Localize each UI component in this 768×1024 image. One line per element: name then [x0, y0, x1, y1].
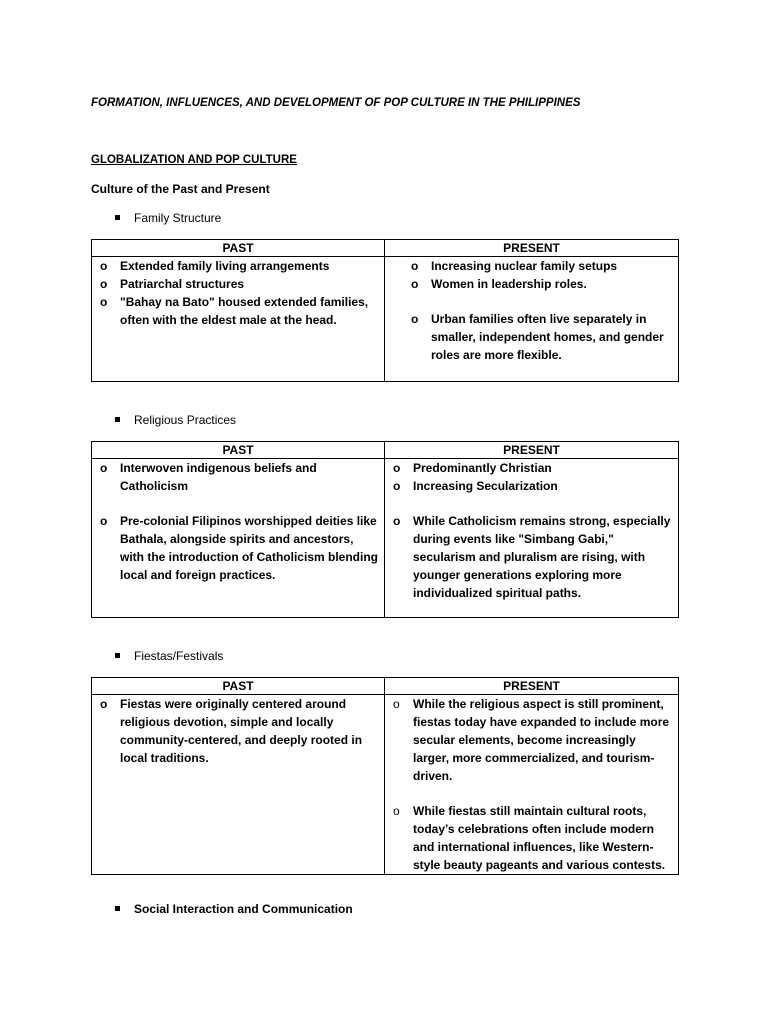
bullet-o-icon: o [411, 277, 419, 291]
past-cell [92, 695, 385, 875]
square-bullet-icon [115, 215, 120, 220]
topic-label: Religious Practices [134, 413, 237, 427]
present-cell [385, 459, 679, 618]
table-row [92, 257, 679, 382]
bullet-o-icon: o [100, 514, 108, 528]
document-title: FORMATION, INFLUENCES, AND DEVELOPMENT OF POP CULTURE IN THE PHILIPPINES [91, 97, 581, 109]
comparison-table-family-structure [91, 239, 679, 382]
topic-fiestas-festivals [115, 647, 223, 665]
bullet-o-icon: o [100, 461, 108, 475]
bullet-o-icon: o [100, 259, 108, 273]
list-item: o Interwoven indigenous beliefs and Catholicism [100, 461, 317, 493]
square-bullet-icon [115, 906, 120, 911]
bullet-o-icon: o [100, 697, 108, 711]
list-item: o "Bahay na Bato" housed extended families, often with the eldest male at the head. [100, 295, 369, 327]
header-present: PRESENT [385, 678, 679, 695]
bullet-o-icon: o [393, 697, 400, 711]
comparison-table-religious-practices [91, 441, 679, 618]
bullet-o-icon: o [393, 514, 401, 528]
list-item: o Extended family living arrangements [100, 259, 330, 273]
table-row [92, 695, 679, 875]
topic-label: Family Structure [134, 211, 222, 225]
bullet-o-icon: o [411, 259, 419, 273]
table-header-row [92, 240, 679, 257]
header-past: PAST [92, 442, 385, 459]
list-item: o Women in leadership roles. [411, 277, 587, 291]
comparison-table-fiestas-festivals [91, 677, 679, 875]
bullet-o-icon: o [100, 295, 108, 309]
past-cell [92, 459, 385, 618]
table-row [92, 459, 679, 618]
section-heading: GLOBALIZATION AND POP CULTURE [91, 154, 297, 166]
present-cell [385, 257, 679, 382]
bullet-o-icon: o [100, 277, 108, 291]
bullet-o-icon: o [411, 312, 419, 326]
topic-label: Social Interaction and Communication [134, 902, 353, 916]
topic-family-structure [115, 209, 221, 227]
square-bullet-icon [115, 653, 120, 658]
list-item: o Urban families often live separately in smaller, independent homes, and gender roles are more flexible. [411, 312, 664, 362]
topic-label: Fiestas/Festivals [134, 649, 224, 663]
present-cell [385, 695, 679, 875]
header-present: PRESENT [385, 240, 679, 257]
past-cell [92, 257, 385, 382]
subheading: Culture of the Past and Present [91, 182, 270, 196]
list-item: o While Catholicism remains strong, especially during events like "Simbang Gabi," secularism and pluralism are rising, with younger generations exploring more individualized spiritual paths. [393, 514, 671, 600]
list-item: o While fiestas still maintain cultural roots, today’s celebrations often include modern and international influences, like Western-style beauty pageants and various contests. [393, 804, 666, 872]
topic-social-interaction [115, 900, 353, 918]
list-item: o Predominantly Christian [393, 461, 552, 475]
list-item: o Increasing Secularization [393, 479, 558, 493]
header-past: PAST [92, 678, 385, 695]
header-present: PRESENT [385, 442, 679, 459]
table-header-row [92, 442, 679, 459]
list-item: o While the religious aspect is still prominent, fiestas today have expanded to include more secular elements, become increasingly larger, more commercialized, and tourism-driven. [393, 697, 670, 783]
list-item: o Pre-colonial Filipinos worshipped deities like Bathala, alongside spirits and ancestors, with the introduction of Catholicism blending local and foreign practices. [100, 514, 378, 582]
square-bullet-icon [115, 417, 120, 422]
bullet-o-icon: o [393, 479, 401, 493]
header-past: PAST [92, 240, 385, 257]
list-item: o Fiestas were originally centered around religious devotion, simple and locally community-centered, and deeply rooted in local traditions. [100, 697, 363, 765]
table-header-row [92, 678, 679, 695]
list-item: o Increasing nuclear family setups [411, 259, 618, 273]
bullet-o-icon: o [393, 804, 400, 818]
topic-religious-practices [115, 411, 236, 429]
bullet-o-icon: o [393, 461, 401, 475]
list-item: o Patriarchal structures [100, 277, 245, 291]
